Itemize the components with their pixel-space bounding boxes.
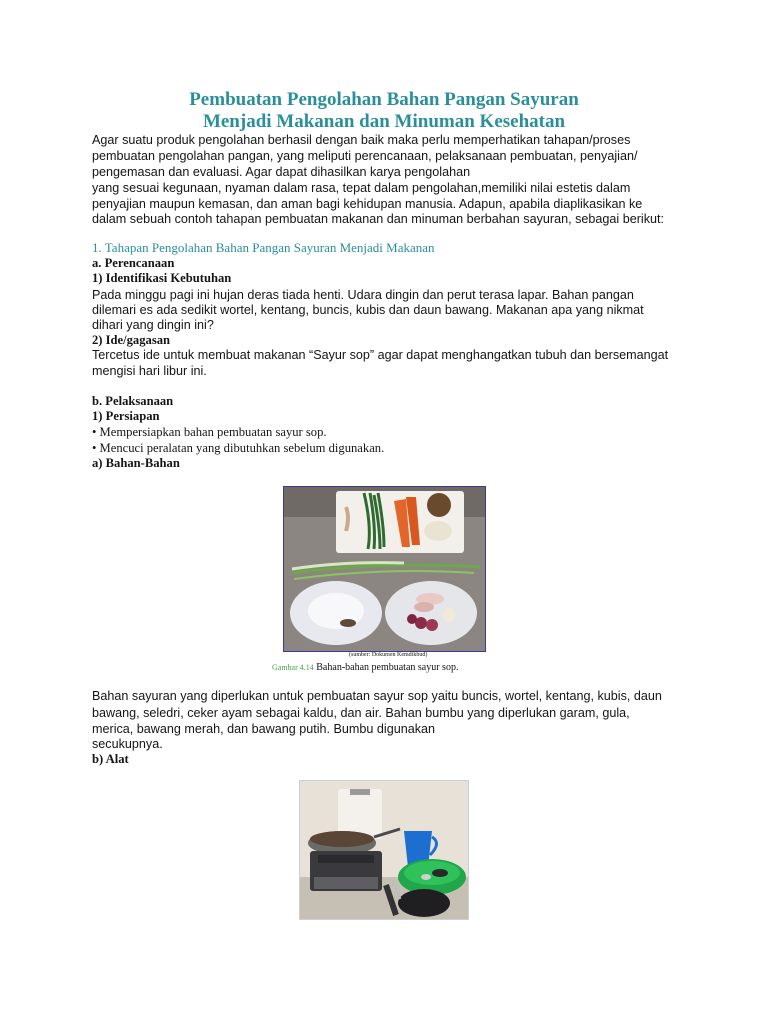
intro-line: dalam sebuah contoh tahapan pembuatan makanan dan minuman berbahan sayuran, sebagai berikut: [92, 212, 665, 226]
intro-line: pengemasan dan evaluasi. Agar dapat dihasilkan karya pengolahan [92, 165, 471, 179]
figure-caption-text: Bahan-bahan pembuatan sayur sop. [313, 662, 459, 673]
subheading-pelaksanaan: b. Pelaksanaan [92, 394, 174, 408]
tools-photo [299, 780, 469, 920]
figure-source: (sumber: Dokumen Kemdikbud) [349, 652, 428, 658]
paragraph-line: secukupnya. [92, 737, 163, 751]
subheading-identifikasi: 1) Identifikasi Kebutuhan [92, 271, 232, 285]
ingredients-photo [283, 486, 486, 652]
subheading-bahan: a) Bahan-Bahan [92, 456, 180, 470]
bullet-item: • Mencuci peralatan yang dibutuhkan sebelum digunakan. [92, 441, 385, 455]
figure-label: Gambar 4.14 [272, 663, 314, 672]
paragraph-line: dilemari es ada sedikit wortel, kentang, buncis, kubis dan daun bawang. Makanan apa yang nikmat [92, 303, 644, 317]
bullet-item: • Mempersiapkan bahan pembuatan sayur sop. [92, 425, 327, 439]
paragraph-line: Pada minggu pagi ini hujan deras tiada henti. Udara dingin dan perut terasa lapar. Bahan pangan [92, 288, 634, 302]
section-heading: 1. Tahapan Pengolahan Bahan Pangan Sayuran Menjadi Makanan [92, 240, 435, 255]
paragraph-line: merica, bawang merah, dan bawang putih. Bumbu digunakan [92, 722, 436, 736]
subheading-perencanaan: a. Perencanaan [92, 256, 175, 270]
paragraph-line: Tercetus ide untuk membuat makanan “Sayur sop” agar dapat menghangatkan tubuh dan bersemangat [92, 348, 669, 362]
intro-line: Agar suatu produk pengolahan berhasil dengan baik maka perlu memperhatikan tahapan/proses [92, 133, 631, 147]
intro-line: pembuatan pengolahan pangan, yang meliputi perencanaan, pelaksanaan pembuatan, penyajian/ [92, 149, 638, 163]
subheading-ide: 2) Ide/gagasan [92, 333, 171, 347]
page-title-line-2: Menjadi Makanan dan Minuman Kesehatan [202, 111, 566, 132]
figure-caption [272, 662, 458, 673]
intro-line: penyajian maupun kemasan, dan aman bagi kehidupan manusia. Adapun, apabila diaplikasikan ke [92, 197, 643, 211]
paragraph-line: dihari yang dingin ini? [92, 318, 214, 332]
paragraph-line: mengisi hari libur ini. [92, 364, 207, 378]
paragraph-line: bawang, seledri, ceker ayam sebagai kaldu, dan air. Bahan bumbu yang diperlukan garam, gula, [92, 706, 630, 720]
subheading-alat: b) Alat [92, 752, 129, 766]
page-title-line-1: Pembuatan Pengolahan Bahan Pangan Sayuran [189, 89, 579, 110]
intro-line: yang sesuai kegunaan, nyaman dalam rasa, tepat dalam pengolahan,memiliki nilai estetis dalam [92, 181, 631, 195]
subheading-persiapan: 1) Persiapan [92, 409, 160, 423]
paragraph-line: Bahan sayuran yang diperlukan untuk pembuatan sayur sop yaitu buncis, wortel, kentang, kubis, daun [92, 689, 662, 703]
